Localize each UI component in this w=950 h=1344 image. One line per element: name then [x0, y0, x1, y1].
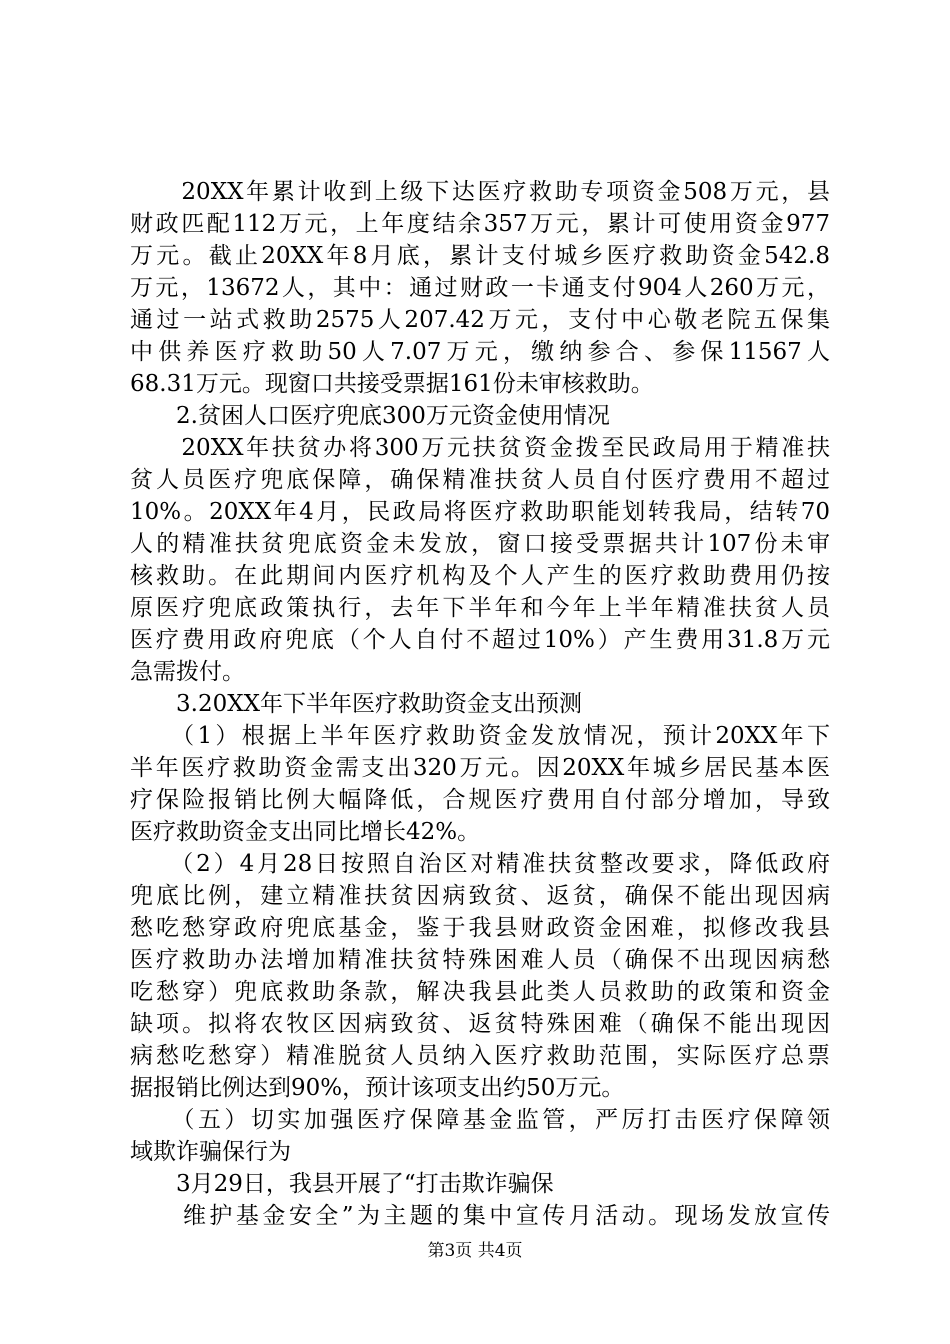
paragraph-line: 20XX年累计收到上级下达医疗救助专项资金508万元，县: [130, 179, 830, 205]
paragraph-line: 10%。20XX年4月，民政局将医疗救助职能划转我局，结转70: [130, 499, 830, 525]
paragraph-line: （2）4月28日按照自治区对精准扶贫整改要求，降低政府: [130, 851, 830, 877]
paragraph-line: 万元，13672人，其中：通过财政一卡通支付904人260万元，: [130, 275, 830, 301]
paragraph-line: 人的精准扶贫兜底资金未发放，窗口接受票据共计107份未审: [130, 531, 830, 557]
paragraph-line: 急需拨付。: [130, 659, 245, 685]
paragraph-line: 万元。截止20XX年8月底，累计支付城乡医疗救助资金542.8: [130, 243, 830, 269]
paragraph-line: （1）根据上半年医疗救助资金发放情况，预计20XX年下: [130, 723, 830, 749]
section-heading: 3.20XX年下半年医疗救助资金支出预测: [130, 691, 582, 717]
paragraph-line: 3月29日，我县开展了“打击欺诈骗保: [130, 1171, 554, 1197]
paragraph-line: 愁吃愁穿政府兜底基金，鉴于我县财政资金困难，拟修改我县: [130, 915, 830, 941]
paragraph-line: 核救助。在此期间内医疗机构及个人产生的医疗救助费用仍按: [130, 563, 830, 589]
paragraph-line: 原医疗兜底政策执行，去年下半年和今年上半年精准扶贫人员: [130, 595, 830, 621]
paragraph-line: 兜底比例，建立精准扶贫因病致贫、返贫，确保不能出现因病: [130, 883, 830, 909]
paragraph-line: 医疗救助办法增加精准扶贫特殊困难人员（确保不出现因病愁: [130, 947, 830, 973]
paragraph-line: 缺项。拟将农牧区因病致贫、返贫特殊困难（确保不能出现因: [130, 1011, 830, 1037]
paragraph-line: 维护基金安全”为主题的集中宣传月活动。现场发放宣传: [130, 1203, 830, 1229]
section-heading: 2.贫困人口医疗兜底300万元资金使用情况: [130, 403, 610, 429]
paragraph-line: 医疗救助资金支出同比增长42%。: [130, 819, 481, 845]
paragraph-line: 据报销比例达到90%，预计该项支出约50万元。: [130, 1075, 625, 1101]
paragraph-line: 财政匹配112万元，上年度结余357万元，累计可使用资金977: [130, 211, 830, 237]
paragraph-line: 通过一站式救助2575人207.42万元，支付中心敬老院五保集: [130, 307, 830, 333]
paragraph-line: 68.31万元。现窗口共接受票据161份未审核救助。: [130, 371, 654, 397]
paragraph-line: 吃愁穿）兜底救助条款，解决我县此类人员救助的政策和资金: [130, 979, 830, 1005]
paragraph-line: 疗保险报销比例大幅降低，合规医疗费用自付部分增加，导致: [130, 787, 830, 813]
section-heading: （五）切实加强医疗保障基金监管，严厉打击医疗保障领: [130, 1107, 830, 1133]
paragraph-line: 病愁吃愁穿）精准脱贫人员纳入医疗救助范围，实际医疗总票: [130, 1043, 830, 1069]
section-heading: 域欺诈骗保行为: [130, 1139, 291, 1165]
paragraph-line: 医疗费用政府兜底（个人自付不超过10%）产生费用31.8万元: [130, 627, 830, 653]
paragraph-line: 20XX年扶贫办将300万元扶贫资金拨至民政局用于精准扶: [130, 435, 830, 461]
paragraph-line: 中供养医疗救助50人7.07万元，缴纳参合、参保11567人: [130, 339, 830, 365]
paragraph-line: 贫人员医疗兜底保障，确保精准扶贫人员自付医疗费用不超过: [130, 467, 830, 493]
paragraph-line: 半年医疗救助资金需支出320万元。因20XX年城乡居民基本医: [130, 755, 830, 781]
page-number-footer: 第3页 共4页: [427, 1241, 523, 1261]
